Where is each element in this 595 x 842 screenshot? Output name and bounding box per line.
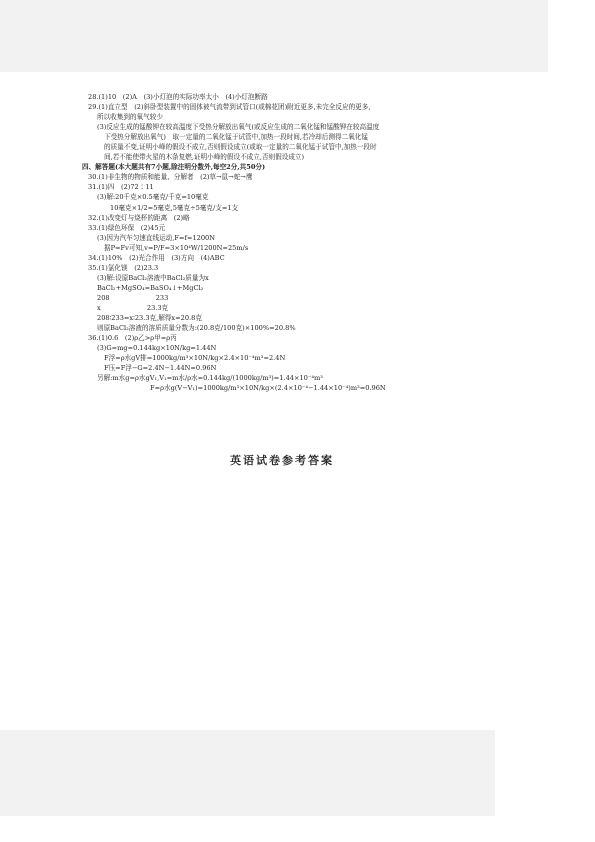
answer-line: 另解:m水g=ρ水gV₁,V₁=m水/ρ水=0.144kg/(1000kg/m³)=1.44×10⁻⁴m³ — [97, 374, 323, 383]
answer-line: 10毫克×1/2=5毫克,5毫克÷5毫克/支=1支 — [110, 203, 239, 212]
answer-line: 30.(1)非生物的物质和能量、分解者 (2)草→鼠→蛇→鹰 — [88, 173, 253, 182]
answer-line: 31.(1)四 (2)72∶11 — [88, 183, 154, 192]
answer-line: 33.(1)绿色环保 (2)45元 — [88, 223, 166, 232]
answer-line: (3)解:设原BaCl₂溶液中BaCl₂质量为x — [97, 273, 209, 282]
answer-line: 34.(1)10% (2)光合作用 (3)方向 (4)ABC — [88, 253, 225, 262]
answer-line: (3)反应生成的锰酸钾在较高温度下受热分解放出氧气(或反应生成的二氧化锰和锰酸钾在较高温度 — [97, 123, 380, 132]
equation-line: x 23.3克 — [97, 303, 169, 312]
answer-line: 的质量不变,证明小峰的假设不成立,否则假设成立(或取一定量的二氧化锰于试管中,加热一段时 — [104, 143, 377, 152]
answer-line: 35.(1)氯化镁 (2)23.3 — [88, 263, 159, 272]
answer-sheet — [82, 92, 518, 393]
answer-line: 29.(1)直立型 (2)斜卧型装置中的固体被气流带到试管口(或棉花团)附近更多,未完全反应的更多, — [88, 103, 371, 112]
bottom-gray-band — [0, 730, 495, 816]
answer-line: 所以收集到的氧气较少 — [97, 113, 163, 122]
answer-line: 下受热分解放出氧气) 取一定量的二氧化锰于试管中,加热一段时间,若冷却后测得二氧化锰 — [104, 133, 368, 142]
answer-line: 32.(1)改变灯与烧杯的距离 (2)略 — [88, 213, 190, 222]
next-section-title: 英语试卷参考答案 — [230, 454, 334, 467]
answer-line: 则原BaCl₂溶液的溶质质量分数为:(20.8克/100克)×100%=20.8% — [97, 324, 296, 333]
equation-line: 208 233 — [97, 293, 169, 302]
answer-line: F=ρ水g(V−V₁)=1000kg/m³×10N/kg×(2.4×10⁻⁴−1.44×10⁻⁴)m³=0.96N — [150, 384, 386, 393]
answer-line: 28.(1)10 (2)A (3)小灯泡的实际功率太小 (4)小灯泡断路 — [88, 93, 268, 101]
answer-line: (3)解:20千克×0.5毫克/千克=10毫克 — [97, 193, 209, 202]
equation-line: BaCl₂+MgSO₄=BaSO₄↓+MgCl₂ — [97, 283, 204, 292]
section-heading: 四、解答题(本大题共有7小题,除注明分数外,每空2分,共50分) — [82, 163, 266, 172]
answer-line: 36.(1)0.6 (2)ρ乙>ρ甲=ρ丙 — [88, 334, 177, 343]
answer-line: 间,若不能使带火星的木条复燃,证明小峰的假设不成立,否则假设成立) — [104, 153, 305, 162]
answer-line: F浮=ρ水gV排=1000kg/m³×10N/kg×2.4×10⁻⁴m³=2.4N — [104, 354, 286, 363]
answer-line: (3)因为汽车匀速直线运动,F=f=1200N — [97, 233, 215, 242]
answer-line: 208∶233=x∶23.3克,解得x=20.8克 — [97, 314, 202, 323]
answer-line: F压=F浮−G=2.4N−1.44N=0.96N — [104, 364, 217, 373]
top-gray-band — [0, 0, 548, 72]
answer-line: 据P=Fv可知,v=P/F=3×10⁴W/1200N=25m/s — [104, 243, 249, 252]
answer-line: (3)G=mg=0.144kg×10N/kg=1.44N — [97, 344, 217, 353]
